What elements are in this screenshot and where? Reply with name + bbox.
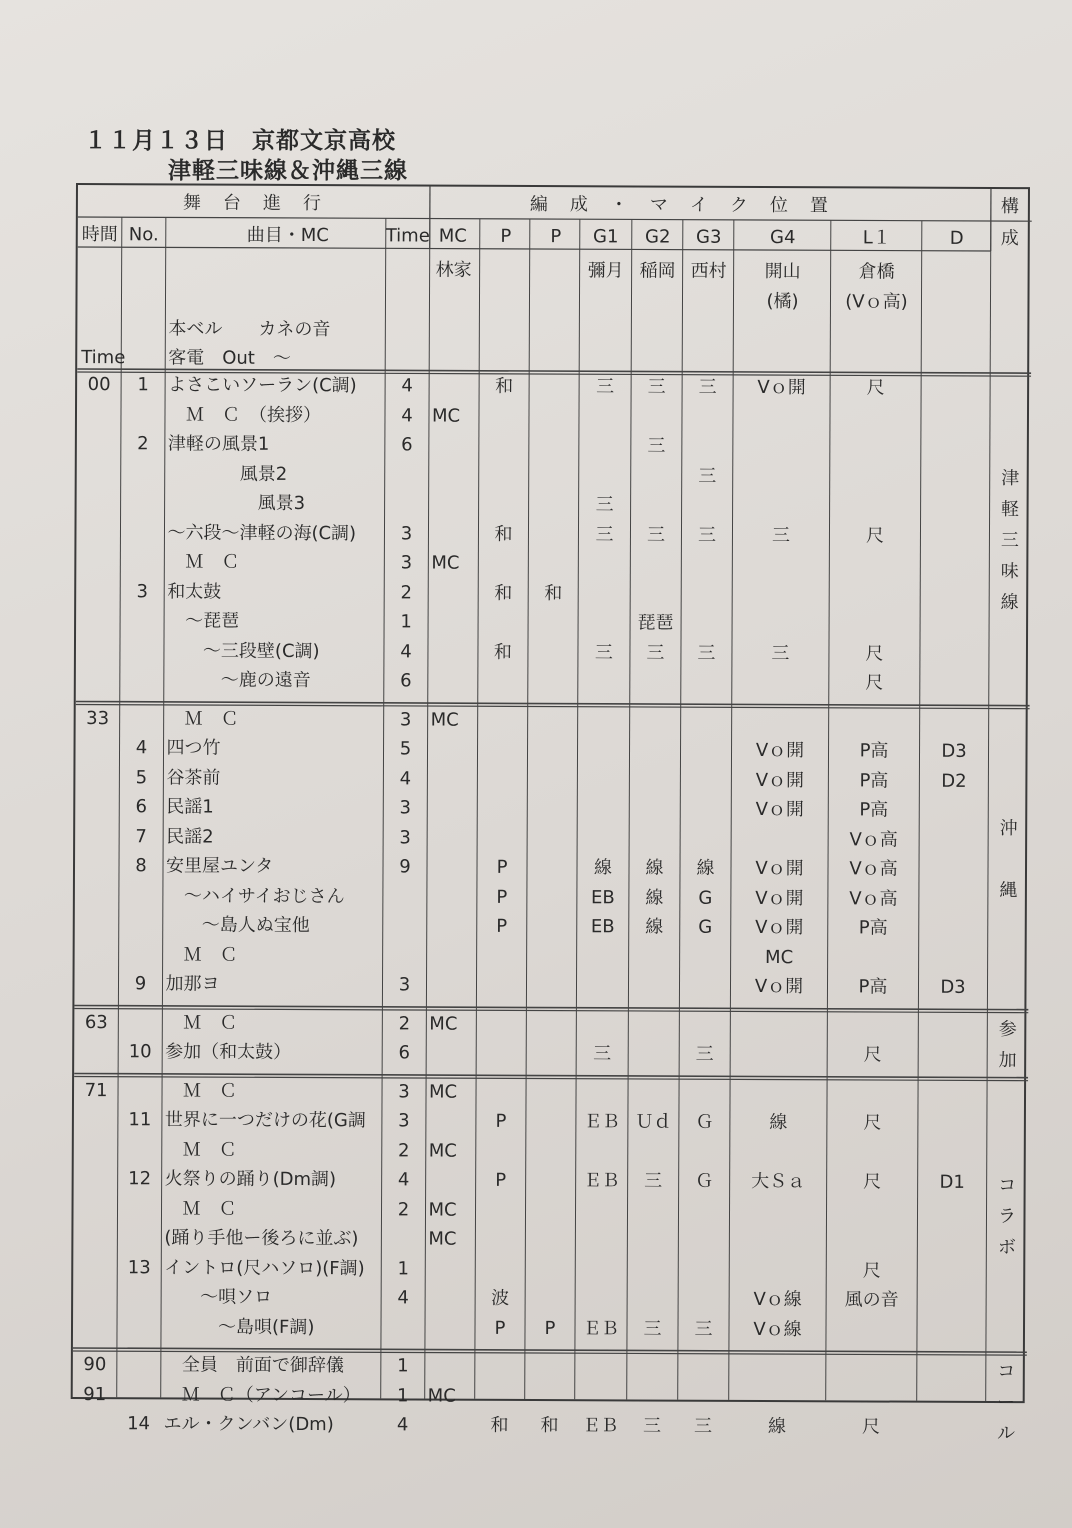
- column-divider-line: [117, 217, 122, 1397]
- cell-no: 9: [134, 973, 147, 995]
- cell-dur: 1: [397, 1355, 409, 1377]
- section-structure-label: コ ー ル: [997, 1360, 1016, 1444]
- section-start-time: 33: [86, 707, 110, 729]
- cell-song: Ｍ Ｃ: [164, 1138, 237, 1161]
- col-header-song: 曲目・MC: [246, 224, 329, 247]
- col-header-p1: P: [500, 225, 512, 247]
- cell-l1: P高: [859, 769, 889, 792]
- pre-show-time-label: Time: [81, 347, 126, 369]
- cell-d: D3: [941, 740, 967, 762]
- pre-show-lights-note: 客電 Out ～: [168, 347, 291, 369]
- cell-g3: 三: [697, 642, 716, 664]
- cell-g3: Ｇ: [695, 1111, 714, 1133]
- cell-song: 火祭りの踊り(Dm調): [164, 1168, 337, 1191]
- cell-g1: ＥＢ: [583, 1170, 620, 1192]
- cell-p1: 和: [494, 582, 513, 604]
- col-header-p2: P: [550, 226, 562, 248]
- cell-g4: 三: [771, 524, 791, 546]
- col-header-mc: MC: [438, 225, 467, 247]
- cell-p1: P: [496, 886, 508, 908]
- cell-g2: 線: [645, 857, 664, 879]
- cell-song: ～三段壁(C調): [166, 639, 320, 662]
- cell-dur: 3: [399, 708, 412, 730]
- cell-d: D1: [939, 1171, 965, 1193]
- cell-song: Ｍ Ｃ: [164, 1079, 238, 1102]
- cell-p1: 和: [493, 641, 513, 663]
- cell-l1: P高: [859, 799, 889, 821]
- cell-song: Ｍ Ｃ: [165, 1011, 238, 1034]
- cell-g1: 線: [593, 857, 613, 879]
- cell-dur: 9: [399, 856, 411, 878]
- cell-song: ～島唄(F調): [163, 1315, 315, 1338]
- cell-mc: MC: [431, 405, 461, 427]
- cell-dur: 2: [398, 1139, 410, 1161]
- cell-g2: 三: [647, 376, 666, 398]
- cell-dur: 1: [400, 611, 412, 633]
- cell-g2: 三: [643, 1415, 662, 1437]
- cell-l1: 風の音: [844, 1289, 899, 1311]
- cell-song: イントロ(尺ハソロ)(F調): [164, 1256, 365, 1279]
- section-second-time: 91: [83, 1383, 107, 1405]
- cell-g2: Ｕｄ: [635, 1111, 672, 1133]
- cell-g4: Vｏ開: [755, 798, 804, 821]
- col-header-time: 時間: [81, 224, 118, 246]
- section-structure-label: 沖 縄: [999, 817, 1018, 901]
- cell-song: Ｍ Ｃ: [165, 943, 238, 966]
- cell-g2: 三: [646, 523, 666, 546]
- cell-dur: 6: [401, 434, 413, 456]
- group-header-stage: 舞 台 進 行: [182, 192, 323, 215]
- cell-g1: ＥＢ: [583, 1111, 620, 1133]
- cell-g4: Vｏ開: [755, 769, 805, 791]
- col-header-g2: G2: [645, 226, 671, 248]
- cell-g4: MC: [765, 946, 794, 968]
- cell-p1: P: [494, 1317, 506, 1339]
- performer-mc: 林家: [435, 259, 472, 281]
- cell-no: 10: [128, 1041, 152, 1063]
- header-divider-line: [78, 217, 1032, 221]
- cell-d: D2: [941, 770, 967, 792]
- cell-dur: 3: [400, 552, 413, 574]
- col-header-duration: Time: [385, 225, 430, 247]
- performer-l1-name: 倉橋: [858, 261, 895, 283]
- cell-song: (踊り手他ー後ろに並ぶ): [164, 1227, 359, 1250]
- cell-g2: 三: [647, 435, 666, 457]
- cell-dur: 4: [400, 640, 412, 662]
- performer-g1: 彌月: [587, 260, 624, 282]
- column-divider-line: [575, 219, 580, 1399]
- cell-g4: 大Ｓａ: [751, 1170, 806, 1193]
- cell-song: よさこいソーラン(C調): [168, 374, 357, 397]
- col-header-g3: G3: [696, 226, 722, 248]
- cell-dur: 4: [401, 375, 413, 397]
- performer-g3: 西村: [690, 260, 727, 282]
- cell-l1: 尺: [866, 377, 885, 399]
- col-header-d: D: [949, 227, 964, 249]
- cell-mc: MC: [427, 1385, 456, 1407]
- column-header-divider-line: [78, 247, 991, 251]
- cell-mc: MC: [429, 1013, 458, 1035]
- performer-g2: 稲岡: [639, 260, 676, 282]
- document-subtitle: 津軽三味線＆沖縄三線: [168, 158, 408, 184]
- cell-g2: 三: [646, 641, 665, 664]
- cell-g2: 三: [643, 1317, 662, 1340]
- cell-l1: P高: [858, 917, 888, 939]
- cell-dur: 3: [399, 826, 411, 848]
- cell-song: 津軽の風景1: [167, 433, 270, 455]
- cell-g4: Vｏ開: [754, 975, 804, 998]
- group-header-kosei-top: 構: [1000, 196, 1019, 218]
- cell-song: ～六段～津軽の海(C調): [167, 521, 357, 544]
- cell-dur: 4: [401, 404, 413, 426]
- cell-song: ～島人ぬ宝他: [165, 914, 310, 937]
- cell-g4: Vｏ開: [755, 916, 804, 939]
- cell-song: Ｍ Ｃ: [167, 551, 240, 573]
- cell-l1: 尺: [863, 1112, 882, 1134]
- cell-g1: EB: [590, 886, 615, 908]
- cell-no: 8: [135, 855, 147, 877]
- cell-mc: MC: [428, 1081, 458, 1103]
- document-title-date-school: １１月１３日 京都文京高校: [84, 128, 396, 154]
- section-start-time: 71: [84, 1079, 108, 1101]
- cell-song: 安里屋ユンタ: [165, 855, 274, 877]
- cell-g3: 線: [696, 857, 715, 879]
- cell-l1: Vｏ高: [849, 887, 898, 910]
- performer-g4-name: 開山: [764, 261, 801, 283]
- cell-song: ～ハイサイおじさん: [165, 884, 345, 907]
- cell-song: 民謡2: [166, 825, 214, 848]
- cell-g2: 線: [645, 886, 664, 909]
- cell-g1: 三: [595, 523, 614, 545]
- cell-g1: 三: [596, 376, 615, 398]
- cell-no: 13: [127, 1256, 151, 1278]
- cell-l1: 尺: [863, 1171, 882, 1193]
- cell-g2: 三: [644, 1170, 663, 1192]
- cell-g4: Vｏ線: [753, 1318, 802, 1340]
- pre-show-bell-note: 本ベル カネの音: [168, 318, 331, 341]
- cell-song: 四つ竹: [166, 737, 221, 759]
- section-structure-label: コ ラ ボ: [997, 1174, 1017, 1258]
- cell-l1: Vｏ高: [849, 828, 898, 851]
- cell-l1: P高: [858, 976, 888, 998]
- cell-p2: P: [544, 1317, 556, 1339]
- cell-g4: 三: [771, 642, 790, 664]
- cell-l1: 尺: [863, 1044, 882, 1066]
- cell-p1: 和: [490, 1414, 509, 1436]
- cell-dur: 3: [399, 797, 412, 819]
- cell-dur: 6: [400, 670, 412, 692]
- cell-l1: 尺: [865, 672, 884, 694]
- cell-g4: Vｏ線: [753, 1288, 802, 1311]
- cell-dur: 3: [398, 1110, 410, 1132]
- cell-p1: P: [495, 1169, 507, 1191]
- column-divider-line: [161, 217, 166, 1397]
- cell-song: 和太鼓: [167, 580, 222, 603]
- cell-no: 4: [135, 737, 148, 759]
- section-start-time: 63: [84, 1011, 108, 1033]
- column-divider-line: [826, 220, 831, 1400]
- cell-p1: 和: [494, 523, 513, 545]
- cell-g2: 線: [645, 916, 664, 938]
- cell-song: ～琵琶: [167, 610, 240, 632]
- cell-song: 風景2: [167, 462, 288, 485]
- section-structure-label: 津 軽 三 味 線: [1000, 467, 1020, 613]
- cell-no: 2: [137, 433, 149, 455]
- cell-no: 1: [137, 374, 149, 396]
- cell-mc: MC: [430, 709, 459, 731]
- cell-no: 7: [135, 825, 147, 847]
- cell-l1: P高: [859, 740, 889, 762]
- cell-mc: MC: [428, 1228, 457, 1250]
- cell-dur: 4: [399, 767, 412, 789]
- cell-song: 民謡1: [166, 796, 214, 818]
- cell-g4: Vｏ開: [757, 376, 806, 399]
- cell-l1: Vｏ高: [849, 858, 898, 880]
- performer-g4-note: (橘): [766, 291, 799, 313]
- column-divider-line: [627, 219, 632, 1399]
- cell-g3: 三: [694, 1415, 713, 1437]
- cell-g1: 三: [595, 494, 614, 516]
- cell-no: 11: [128, 1109, 152, 1131]
- cell-song: 世界に一つだけの花(G調: [164, 1109, 366, 1132]
- cell-g4: Vｏ開: [755, 739, 805, 762]
- column-divider-line: [986, 189, 991, 1401]
- column-divider-line: [678, 220, 683, 1400]
- column-divider-line: [917, 221, 922, 1401]
- cell-p1: P: [496, 856, 508, 878]
- cell-song: Ｍ Ｃ: [166, 707, 239, 730]
- cell-p1: 波: [491, 1287, 510, 1309]
- cell-song: 全員 前面で御辞儀: [163, 1354, 344, 1377]
- cell-song: Ｍ Ｃ（アンコール）: [163, 1383, 361, 1406]
- cell-dur: 4: [396, 1414, 409, 1436]
- cell-l1: 尺: [862, 1259, 881, 1282]
- cell-dur: 1: [396, 1384, 409, 1406]
- cell-dur: 3: [398, 974, 411, 996]
- cell-song: 加那ヨ: [165, 973, 220, 995]
- cell-g3: 三: [698, 465, 717, 487]
- cell-g4: 線: [769, 1112, 788, 1134]
- cell-l1: 尺: [865, 524, 885, 547]
- cell-g4: Vｏ開: [755, 857, 804, 880]
- cell-g1: ＥＢ: [582, 1317, 620, 1339]
- cell-g3: G: [698, 916, 713, 938]
- cell-g3: Ｇ: [695, 1170, 714, 1192]
- cell-mc: MC: [428, 1140, 457, 1162]
- cell-dur: 3: [398, 1080, 410, 1102]
- cell-dur: 1: [397, 1257, 410, 1279]
- cell-dur: 2: [398, 1012, 411, 1034]
- cell-song: Ｍ Ｃ: [164, 1197, 237, 1220]
- cell-g1: ＥＢ: [582, 1415, 619, 1437]
- cell-mc: MC: [428, 1199, 457, 1221]
- cell-g1: 三: [594, 641, 614, 663]
- cell-no: 12: [128, 1168, 152, 1190]
- cell-l1: 尺: [865, 642, 884, 665]
- cell-dur: 3: [400, 522, 413, 544]
- cell-song: エル・クンバン(Dm): [163, 1413, 334, 1436]
- cell-no: 5: [135, 766, 148, 788]
- column-divider-line: [525, 219, 530, 1399]
- cell-g1: EB: [590, 916, 615, 938]
- cell-g3: 三: [697, 524, 717, 546]
- column-divider-line: [475, 219, 480, 1399]
- cell-dur: 4: [397, 1169, 410, 1191]
- cell-p1: P: [496, 915, 508, 937]
- cell-l1: 尺: [862, 1416, 881, 1438]
- cell-song: ～唄ソロ: [164, 1286, 273, 1308]
- cell-mc: MC: [431, 552, 460, 574]
- col-header-g4: G4: [770, 227, 796, 249]
- col-header-l1: L１: [862, 227, 891, 249]
- cell-dur: 5: [399, 738, 412, 760]
- cell-dur: 4: [397, 1287, 409, 1309]
- cell-song: ～鹿の遠音: [166, 669, 311, 692]
- cell-g3: 三: [694, 1318, 713, 1340]
- cell-no: 3: [136, 580, 148, 602]
- cell-p1: P: [495, 1110, 507, 1132]
- cell-no: 6: [135, 796, 148, 818]
- cell-no: 14: [127, 1413, 151, 1435]
- section-start-time: 00: [87, 374, 111, 396]
- cell-g3: 三: [695, 1043, 714, 1065]
- cell-g4: Vｏ開: [755, 887, 804, 909]
- cell-song: Ｍ Ｃ （挨拶）: [167, 403, 322, 426]
- section-start-time: 90: [83, 1354, 107, 1376]
- cell-dur: 2: [397, 1198, 410, 1220]
- cell-song: 風景3: [167, 492, 306, 515]
- col-header-no: No.: [128, 224, 159, 246]
- cell-g3: 三: [698, 376, 717, 398]
- cell-p2: 和: [540, 1415, 559, 1437]
- cell-song: 参加（和太鼓）: [165, 1041, 292, 1063]
- col-header-kosei-bottom: 成: [1000, 228, 1019, 250]
- performer-l1-note: (Vｏ高): [845, 291, 908, 313]
- cell-dur: 2: [400, 581, 412, 603]
- cell-p2: 和: [544, 582, 563, 604]
- cell-g2: 琵琶: [637, 612, 674, 634]
- cell-g4: 線: [768, 1416, 787, 1438]
- cell-song: 谷茶前: [166, 766, 221, 789]
- cell-p1: 和: [495, 375, 514, 397]
- stage-program-table: [71, 183, 1030, 1444]
- col-header-g1: G1: [593, 226, 619, 248]
- column-divider-line: [381, 218, 386, 1398]
- cell-g3: G: [698, 887, 713, 909]
- column-divider-line: [729, 220, 734, 1400]
- section-structure-label: 参 加: [998, 1019, 1017, 1072]
- cell-dur: 6: [398, 1042, 410, 1064]
- cell-g1: 三: [593, 1043, 612, 1065]
- group-header-mic: 編 成 ・ マ イ ク 位 置: [529, 193, 830, 217]
- cell-d: D3: [940, 976, 966, 998]
